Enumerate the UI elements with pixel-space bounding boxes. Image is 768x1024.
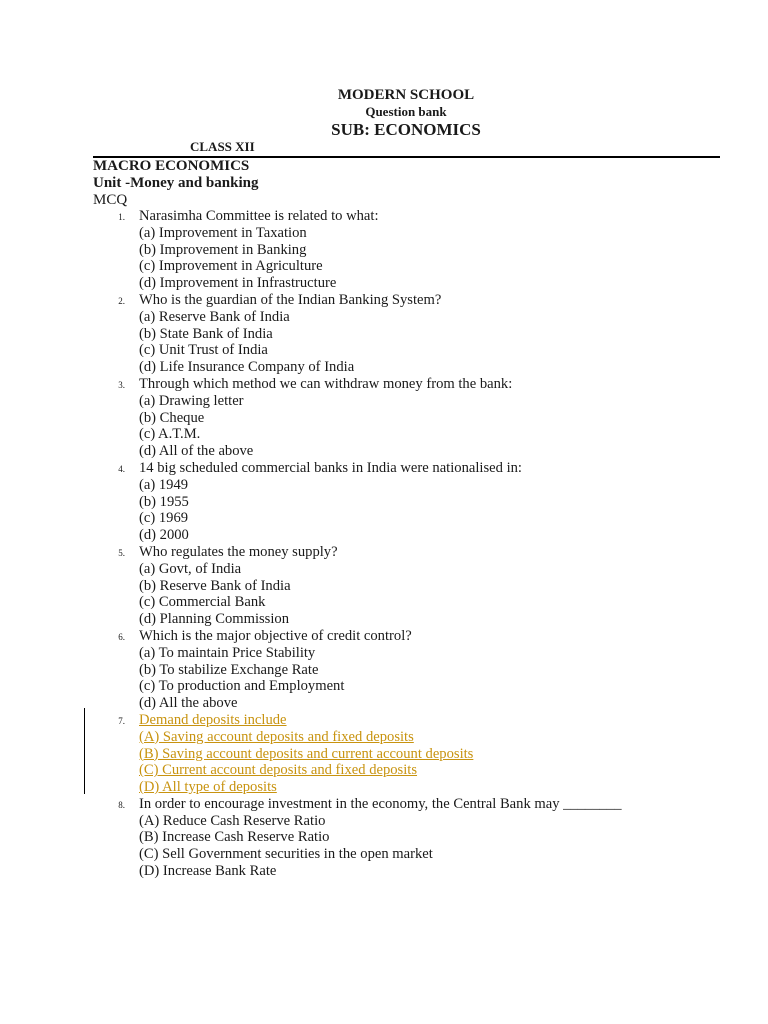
answer-option: (D) All type of deposits [139,779,277,796]
answer-option: (B) Increase Cash Reserve Ratio [139,829,330,846]
question-line [0,544,768,561]
question-item [0,292,768,376]
answer-option: (a) 1949 [139,476,189,493]
question-line [0,712,768,729]
question-item [0,628,768,712]
question-number: 4. [118,463,125,474]
answer-option: (a) Reserve Bank of India [139,308,290,325]
question-item [0,376,768,460]
answer-option: (b) To stabilize Exchange Rate [139,661,319,678]
question-line [0,208,768,225]
question-text: Narasimha Committee is related to what: [139,208,379,224]
question-line [0,460,768,477]
answer-option: (b) Improvement in Banking [139,241,307,258]
section-title: MACRO ECONOMICS [93,158,250,174]
question-number: 7. [118,715,125,726]
answer-option: (d) All of the above [139,443,254,460]
unit-title: Unit -Money and banking [93,175,259,191]
question-text: In order to encourage investment in the economy, the Central Bank may ________ [139,795,622,812]
question-number: 5. [118,547,125,558]
question-text: Which is the major objective of credit control? [139,627,412,644]
answer-option: (C) Sell Government securities in the open market [139,846,433,863]
subject-heading: SUB: ECONOMICS [331,120,481,139]
question-number: 2. [118,295,125,306]
question-line [0,292,768,309]
question-number: 6. [118,631,125,642]
answer-option: (C) Current account deposits and fixed deposits [139,762,418,779]
answer-option: (D) Increase Bank Rate [139,863,277,880]
answer-option: (a) To maintain Price Stability [139,644,316,661]
question-text: Who is the guardian of the Indian Banking System? [139,291,442,308]
answer-option: (A) Reduce Cash Reserve Ratio [139,812,326,829]
answer-option: (c) 1969 [139,510,189,527]
question-line [0,628,768,645]
answer-option: (c) Unit Trust of India [139,342,268,359]
question-list [0,208,768,880]
question-number: 1. [118,212,125,222]
question-type-label: MCQ [93,192,128,208]
document-subtitle: Question bank [365,104,447,119]
answer-option: (A) Saving account deposits and fixed deposits [139,728,414,745]
question-item [0,208,768,292]
answer-option: (c) Commercial Bank [139,594,266,611]
answer-option: (d) Life Insurance Company of India [139,359,355,376]
answer-option: (c) A.T.M. [139,426,201,443]
question-number: 3. [118,379,125,390]
question-line [0,376,768,393]
school-name: MODERN SCHOOL [337,87,475,103]
question-item [0,796,768,880]
question-text: Demand deposits include [139,711,287,728]
question-item [0,544,768,628]
question-item [0,460,768,544]
answer-option: (b) 1955 [139,493,189,510]
question-item [0,712,768,796]
answer-option: (a) Govt, of India [139,560,242,577]
answer-option: (d) Improvement in Infrastructure [139,275,337,292]
class-label: CLASS XII [190,139,255,154]
answer-option: (a) Drawing letter [139,392,244,409]
answer-option: (d) All the above [139,695,238,712]
answer-option: (c) To production and Employment [139,678,345,695]
answer-option: (b) Reserve Bank of India [139,577,291,594]
question-text: Who regulates the money supply? [139,543,338,560]
answer-option: (b) State Bank of India [139,325,273,342]
answer-option: (B) Saving account deposits and current account deposits [139,745,474,762]
answer-option: (b) Cheque [139,409,205,426]
question-text: 14 big scheduled commercial banks in India were nationalised in: [139,459,522,476]
question-text: Through which method we can withdraw money from the bank: [139,375,513,392]
question-number: 8. [118,799,125,810]
answer-option: (c) Improvement in Agriculture [139,258,323,275]
question-line [0,796,768,813]
answer-option: (a) Improvement in Taxation [139,224,307,241]
answer-option: (d) 2000 [139,527,189,544]
answer-option: (d) Planning Commission [139,611,289,628]
